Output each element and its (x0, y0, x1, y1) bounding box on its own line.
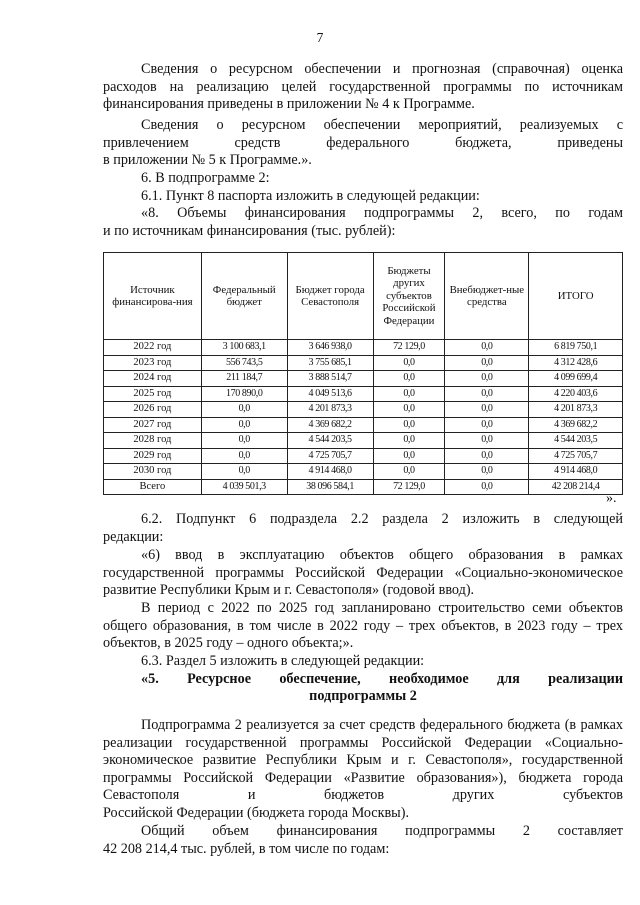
table-cell-value: 42 208 214,4 (529, 479, 623, 495)
table-header-row (104, 253, 623, 340)
table-cell-value: 38 096 584,1 (287, 479, 373, 495)
table-cell-value: 4 725 705,7 (529, 448, 623, 464)
table-cell-period: 2024 год (104, 371, 202, 387)
table-row (104, 433, 623, 449)
paragraph-subprogram-2: 6. В подпрограмме 2: (141, 170, 270, 186)
table-cell-value: 0,0 (373, 402, 445, 418)
table-cell-value: 4 039 501,3 (201, 479, 287, 495)
paragraph-federal-measures: Сведения о ресурсном обеспечении мероприятий, реализуемых с привлечением средств федерального бюджета, приведены (103, 117, 623, 151)
paragraph-resource-info-end: финансирования приведены в приложении № 4 к Программе. (103, 96, 475, 112)
table-cell-period: 2022 год (104, 340, 202, 356)
header-federal: Федеральный бюджет (201, 253, 287, 340)
table-cell-value: 3 755 685,1 (287, 355, 373, 371)
table-cell-value: 0,0 (201, 433, 287, 449)
table-cell-period: 2025 год (104, 386, 202, 402)
table-cell-value: 0,0 (445, 371, 529, 387)
table-cell-value: 4 369 682,2 (287, 417, 373, 433)
paragraph-resource-info: Сведения о ресурсном обеспечении и прогнозная (справочная) оценка расходов на реализацию целей государственной программы по источникам (103, 61, 623, 95)
paragraph-construction-plan-end: объектов, в 2025 году – одного объекта;». (103, 635, 354, 651)
paragraph-item-6-1: 6.1. Пункт 8 паспорта изложить в следующей редакции: (141, 188, 480, 204)
paragraph-item-6-2-end: редакции: (103, 529, 164, 545)
table-cell-value: 0,0 (445, 464, 529, 480)
table-row (104, 340, 623, 356)
paragraph-construction-plan: В период с 2022 по 2025 год запланировано строительство семи объектов общего образования, в том числе в 2022 году – трех объектов, в 2023 году – трех (103, 600, 623, 634)
table-cell-value: 0,0 (445, 479, 529, 495)
table-cell-value: 4 201 873,3 (529, 402, 623, 418)
table-cell-value: 3 100 683,1 (201, 340, 287, 356)
table-cell-value: 0,0 (445, 386, 529, 402)
table-cell-value: 4 914 468,0 (287, 464, 373, 480)
table-cell-value: 4 914 468,0 (529, 464, 623, 480)
table-row (104, 402, 623, 418)
table-cell-value: 4 369 682,2 (529, 417, 623, 433)
table-cell-value: 0,0 (201, 417, 287, 433)
paragraph-commissioning-end: развитие Республики Крым и г. Севастополя» (годовой ввод). (103, 582, 475, 598)
paragraph-commissioning: «6) ввод в эксплуатацию объектов общего образования в рамках государственной программы Российской Федерации «Социально-экономическое (103, 547, 623, 581)
table-cell-period: 2026 год (104, 402, 202, 418)
table-cell-value: 0,0 (201, 448, 287, 464)
table-row (104, 386, 623, 402)
table-cell-value: 6 819 750,1 (529, 340, 623, 356)
table-cell-value: 4 725 705,7 (287, 448, 373, 464)
paragraph-subprogram-funding-end: Российской Федерации (бюджета города Москвы). (103, 805, 409, 821)
table-cell-value: 556 743,5 (201, 355, 287, 371)
table-cell-value: 0,0 (373, 433, 445, 449)
paragraph-financing-volumes: «8. Объемы финансирования подпрограммы 2, всего, по годам (141, 205, 623, 221)
table-row (104, 448, 623, 464)
table-cell-value: 3 888 514,7 (287, 371, 373, 387)
table-row (104, 355, 623, 371)
table-cell-value: 4 220 403,6 (529, 386, 623, 402)
paragraph-total-volume-end: 42 208 214,4 тыс. рублей, в том числе по годам: (103, 841, 390, 857)
table-closing-quote: ». (606, 491, 617, 506)
table-cell-value: 4 049 513,6 (287, 386, 373, 402)
table-cell-period: Всего (104, 479, 202, 495)
table-cell-value: 0,0 (201, 402, 287, 418)
header-other-subjects: Бюджеты других субъектов Российской Федерации (373, 253, 445, 340)
table-cell-value: 72 129,0 (373, 479, 445, 495)
header-source: Источник финансирова-ния (104, 253, 202, 340)
table-cell-value: 4 544 203,5 (287, 433, 373, 449)
table-body (104, 340, 623, 495)
header-sevastopol: Бюджет города Севастополя (287, 253, 373, 340)
table-cell-value: 0,0 (373, 464, 445, 480)
table-row (104, 479, 623, 495)
table-cell-value: 4 544 203,5 (529, 433, 623, 449)
table-cell-period: 2028 год (104, 433, 202, 449)
table-cell-value: 0,0 (373, 448, 445, 464)
paragraph-item-6-3: 6.3. Раздел 5 изложить в следующей редакции: (141, 653, 425, 669)
table-cell-value: 0,0 (445, 417, 529, 433)
table-cell-value: 211 184,7 (201, 371, 287, 387)
paragraph-subprogram-funding: Подпрограмма 2 реализуется за счет средств федерального бюджета (в рамках реализации государственной программы Российской Федерации «Социально-экономическое развитие Республики Крым и г. Севастополя», государственной программы Российской Федерации «Развитие образования»), бюджета города Севастополя и бюджетов других субъектов (103, 717, 623, 803)
financing-table (103, 252, 623, 495)
table-cell-value: 0,0 (373, 417, 445, 433)
paragraph-item-6-2: 6.2. Подпункт 6 подраздела 2.2 раздела 2 изложить в следующей (141, 511, 623, 527)
table-cell-value: 170 890,0 (201, 386, 287, 402)
header-total: ИТОГО (529, 253, 623, 340)
table-cell-value: 0,0 (373, 386, 445, 402)
table-cell-period: 2030 год (104, 464, 202, 480)
table-cell-period: 2023 год (104, 355, 202, 371)
table-cell-value: 3 646 938,0 (287, 340, 373, 356)
table-cell-value: 4 099 699,4 (529, 371, 623, 387)
table-row (104, 464, 623, 480)
paragraph-total-volume: Общий объем финансирования подпрограммы 2 составляет (141, 823, 623, 839)
table-cell-value: 4 201 873,3 (287, 402, 373, 418)
page-number: 7 (316, 30, 324, 45)
header-extrabudgetary: Внебюджет-ные средства (445, 253, 529, 340)
table-cell-value: 4 312 428,6 (529, 355, 623, 371)
section-heading-5: «5. Ресурсное обеспечение, необходимое для реализации (141, 671, 623, 687)
table-cell-value: 0,0 (445, 340, 529, 356)
table-row (104, 371, 623, 387)
table-cell-value: 0,0 (445, 355, 529, 371)
table-row (104, 417, 623, 433)
table-cell-value: 72 129,0 (373, 340, 445, 356)
table-cell-value: 0,0 (445, 448, 529, 464)
table-cell-value: 0,0 (373, 371, 445, 387)
table-cell-value: 0,0 (445, 402, 529, 418)
table-cell-value: 0,0 (373, 355, 445, 371)
section-heading-5-end: подпрограммы 2 (309, 688, 417, 704)
table-cell-value: 0,0 (445, 433, 529, 449)
table-cell-period: 2027 год (104, 417, 202, 433)
paragraph-financing-volumes-end: и по источникам финансирования (тыс. рублей): (103, 223, 396, 239)
table-cell-value: 0,0 (201, 464, 287, 480)
table-cell-period: 2029 год (104, 448, 202, 464)
paragraph-federal-measures-end: в приложении № 5 к Программе.». (103, 152, 312, 168)
